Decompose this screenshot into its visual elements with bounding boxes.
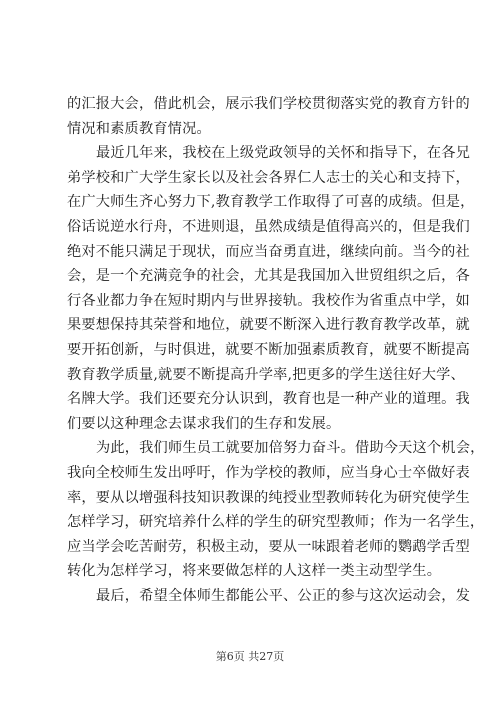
text-line: 为此，我们师生员工就要加倍努力奋斗。借助今天这个机会， [96,440,485,457]
text-line: 最后，希望全体师生都能公平、公正的参与这次运动会，发 [96,587,471,604]
text-line: 要开拓创新，与时俱进，就要不断加强素质教育，就要不断提高 [67,341,470,358]
text-line: 率，要从以增强科技知识教课的纯授业型教师转化为研究使学生 [67,489,470,506]
text-line: 名牌大学。我们还要充分认识到，教育也是一种产业的道理。我 [67,391,470,408]
text-line: 情况和素质教育情况。 [67,120,211,137]
text-line: 果要想保持其荣誉和地位，就要不断深入进行教育教学改革，就 [67,317,470,334]
text-line: 转化为怎样学习，将来要做怎样的人这样一类主动型学生。 [67,563,442,580]
text-line: 俗话说逆水行舟，不进则退，虽然成绩是值得高兴的，但是我们 [67,218,470,235]
text-line: 怎样学习，研究培养什么样的学生的研究型教师；作为一名学生， [67,514,485,531]
text-line: 最近几年来，我校在上级党政领导的关怀和指导下，在各兄 [96,145,471,162]
text-line: 会，是一个充满竞争的社会，尤其是我国加入世贸组织之后，各 [67,268,470,285]
text-line: 的汇报大会，借此机会，展示我们学校贯彻落实党的教育方针的 [67,96,470,112]
text-line: 在广大师生齐心努力下,教育教学工作取得了可喜的成绩。但是， [67,194,475,211]
page-footer: 第6页 共27页 [215,650,285,663]
text-line: 行各业都力争在短时期内与世界接轨。我校作为省重点中学，如 [67,292,470,309]
text-line: 教育教学质量,就要不断提高升学率,把更多的学生送往好大学、 [67,366,465,383]
body-text [67,92,485,608]
text-line: 弟学校和广大学生家长以及社会各界仁人志士的关心和支持下， [67,169,470,186]
text-line: 应当学会吃苦耐劳，积极主动，要从一味跟着老师的鹦鹉学舌型 [67,538,470,555]
text-line: 们要以这种理念去谋求我们的生存和发展。 [67,415,341,432]
text-line: 我向全校师生发出呼吁，作为学校的教师，应当身心士卒做好表 [67,464,470,481]
text-line: 绝对不能只满足于现状，而应当奋勇直进，继续向前。当今的社 [67,243,470,260]
